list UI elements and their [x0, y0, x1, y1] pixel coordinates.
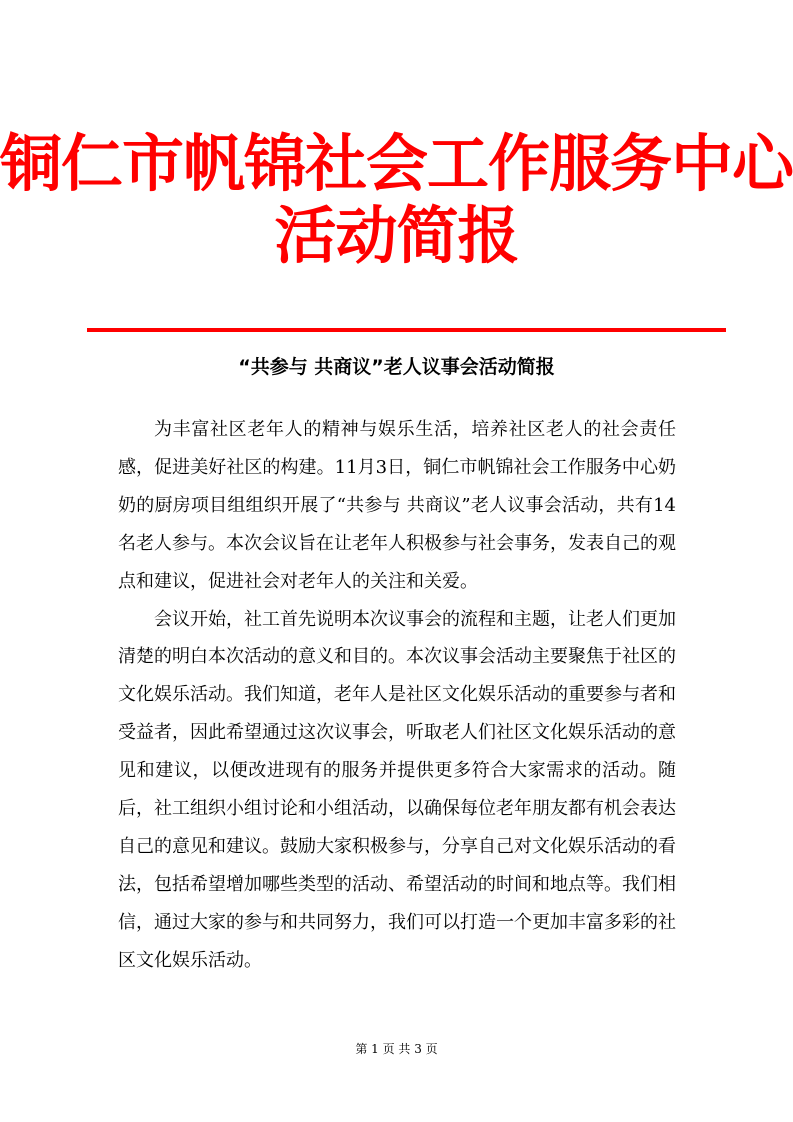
- masthead-title: [0, 128, 793, 272]
- red-divider-line: [87, 328, 726, 332]
- document-title: “共参与 共商议”老人议事会活动简报: [238, 356, 555, 378]
- document-body: [118, 411, 676, 980]
- masthead-bulletin-label: 活动简报: [274, 199, 519, 272]
- body-paragraph-1: 为丰富社区老年人的精神与娱乐生活，培养社区老人的社会责任感，促进美好社区的构建。11月3日，铜仁市帆锦社会工作服务中心奶奶的厨房项目组组织开展了“共参与 共商议”老人议事会活动，共有14名老人参与。本次会议旨在让老年人积极参与社会事务，发表自己的观点和建议，促进社会对老年人的关注和关爱。: [118, 419, 676, 592]
- body-paragraph-2: 会议开始，社工首先说明本次议事会的流程和主题，让老人们更加清楚的明白本次活动的意义和目的。本次议事会活动主要聚焦于社区的文化娱乐活动。我们知道，老年人是社区文化娱乐活动的重要参与者和受益者，因此希望通过这次议事会，听取老人们社区文化娱乐活动的意见和建议，以便改进现有的服务并提供更多符合大家需求的活动。随后，社工组织小组讨论和小组活动，以确保每位老年朋友都有机会表达自己的意见和建议。鼓励大家积极参与，分享自己对文化娱乐活动的看法，包括希望增加哪些类型的活动、希望活动的时间和地点等。我们相信，通过大家的参与和共同努力，我们可以打造一个更加丰富多彩的社区文化娱乐活动。: [118, 608, 676, 971]
- page-number-footer: 第 1 页 共 3 页: [355, 1042, 438, 1056]
- masthead-organization-name: 铜仁市帆锦社会工作服务中心: [0, 127, 793, 200]
